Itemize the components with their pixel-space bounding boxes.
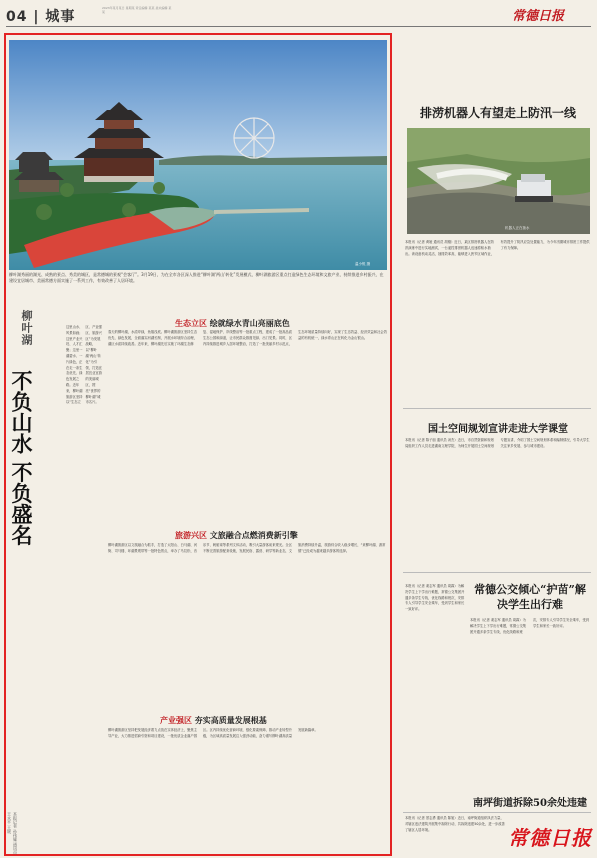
section-heading-eco <box>175 318 290 329</box>
story1-photo-caption: 机器人正在抽水 <box>505 226 530 230</box>
story3-body: 本报讯（记者 姜志军 通讯员 周霖）为解决学生上下学出行难题，常德公交集团开通多条学生专线，优化线路和班次，安排专人引导学生安全乘车，受到学生和家长一致好评。 <box>470 618 590 634</box>
divider-3 <box>403 812 591 813</box>
feature-kicker: 柳叶湖 <box>20 310 33 346</box>
section-heading-tail: 文旅融合点燃消费新引擎 <box>209 531 298 540</box>
story1-photo <box>407 128 590 234</box>
feature-title: 不负山水 不负盛名 <box>9 370 34 546</box>
section-heading-tail: 夯实高质量发展根基 <box>194 716 267 725</box>
lake-pavilion-illustration <box>9 40 387 270</box>
section-heading-industry <box>160 715 267 726</box>
story2-title: 国土空间规划宣讲走进大学课堂 <box>428 424 568 435</box>
drainage-robot-illustration <box>407 128 590 234</box>
section-heading-tourism <box>175 530 298 541</box>
feature-lede: 这里山水、风景如画；这里产业兴旺、人才汇聚；这里一湖碧水、一片绿色，正在走一条生态优先、绿色发展之路。近年来，柳叶湖旅游区坚持以“生态立区、产业强区、旅游兴区”为发展战略，以“柳叶湖‘两山’转化”为引领，打造宜居宜业宜游的美丽城区，擦亮“世界的柳叶湖”城市名片。 <box>66 325 102 405</box>
header-rule <box>6 26 591 27</box>
feature-photo <box>9 40 387 270</box>
section-body-tourism: 柳叶湖旅游区以文旅融合为抓手，打造了太阳山、白马湖、河街、司马楼、环湖景观带等一批特色景点，举办了马拉松、音乐节、帆船赛等系列文体活动，吸引大量游客前来观光。全区不断完善旅游配套设施，发展民宿、露营、研学等新业态，文旅消费持续升温，旅游综合收入稳步增长，“来柳叶湖、游常德”已经成为越来越多游客的选择。 <box>108 543 386 553</box>
story3-title: 常德公交倾心“护苗”解决学生出行难 <box>474 583 586 611</box>
divider-1 <box>403 408 591 409</box>
story4-title: 南坪街道拆除50余处违建 <box>473 798 587 809</box>
page-header <box>0 0 597 30</box>
section-heading-label: 生态立区 <box>175 319 207 328</box>
section-body-industry: 柳叶湖旅游区坚持把发展经济着力点放在实体经济上，聚焦主导产业，大力推进招商引资和项目建设，一批优质企业落户园区。区内持续优化营商环境，强化要素保障，推动产业转型升级，为区域高质量发展注入强劲动能，奋力谱写柳叶湖高质量发展新篇章。 <box>108 728 318 738</box>
header-meta: 2023年某月某日 星期某 责任编辑 某某 美术编辑 某某 <box>102 6 172 14</box>
section-body-eco: 春天的柳叶湖，水清岸绿，鱼翔浅底。柳叶湖旅游区坚持生态优先、绿色发展，全面落实河湖长制，开展水环境综合治理，湖区水质持续改善。近年来，柳叶湖先后实施了环湖生态修复、湿地保护、岸线整治等一批重点工程，建成了一批高品质生态公园和绿道，让市民群众推窗见绿、出门见景。同时，区内持续推进城乡人居环境整治，打造了一批美丽乡村示范点，生态环境质量持续向好，实现了生态效益、经济效益和社会效益的有机统一，绿水青山正在转化为金山银山。 <box>108 330 388 346</box>
section-label: 04 | 城事 <box>6 9 76 25</box>
feature-byline: 本报记者 孙伟耀 通讯员 王永平 王媛 <box>7 812 18 855</box>
divider-2 <box>403 572 591 573</box>
masthead-top: 常德日报 <box>512 9 565 24</box>
story4-body: 本报讯（记者 蔡志勇 通讯员 陈旭）近日，南坪街道组织执法力量，对辖区违法建筑开展集中拆除行动，共拆除违建50余处，进一步改善了辖区人居环境。 <box>405 816 505 832</box>
story2-body: 本报讯（记者 陈子朋 通讯员 汤杰）近日，市自然资源和规划局组织工作人员走进湖南文理学院，为师生开展国土空间规划专题宣讲，介绍了国土空间规划体系和编制情况，引导大学生关注家乡发展、参与城市建设。 <box>405 438 590 448</box>
section-heading-tail: 绘就绿水青山亮丽底色 <box>209 319 290 328</box>
photo-caption: 柳叶湖秀丽的湖光、成熟的景点、秀美的城区，是常德城的景观“会客厅”。3月19日，为在全市各区深入推进“柳叶湖‘两山’转化”发展模式，柳叶湖旅游区重点打造绿色生态环境和文旅产业，持续推进乡村振兴，在建设宜居城市、美丽常德方面实施了一系列工作，有效改善了人居环境。 <box>9 272 384 283</box>
section-heading-label: 旅游兴区 <box>175 531 207 540</box>
section-heading-label: 产业强区 <box>160 716 192 725</box>
story1-title: 排涝机器人有望走上防汛一线 <box>419 106 576 120</box>
story1-body: 本报讯（记者 黄娅 通讯员 胡刚）近日，某区排涝机器人在防汛演练中进行实地测试，一台遥控排涝机器人迅速将积水抽出。该设备机动灵活，抽排效率高，能够进入狭窄区域作业，有效提升了防汛应急处置能力，为今年汛期城市排涝工作提供了有力保障。 <box>405 240 590 256</box>
story3-body-left: 本报讯（记者 姜志军 通讯员 周霖）为解决学生上下学出行难题，常德公交集团开通多条学生专线，优化线路和班次，安排专人引导学生安全乘车，受到学生和家长一致好评。 <box>405 584 465 612</box>
masthead-bottom: 常德日报 <box>508 826 592 850</box>
photo-watermark: 温小锐 摄 <box>355 262 371 266</box>
